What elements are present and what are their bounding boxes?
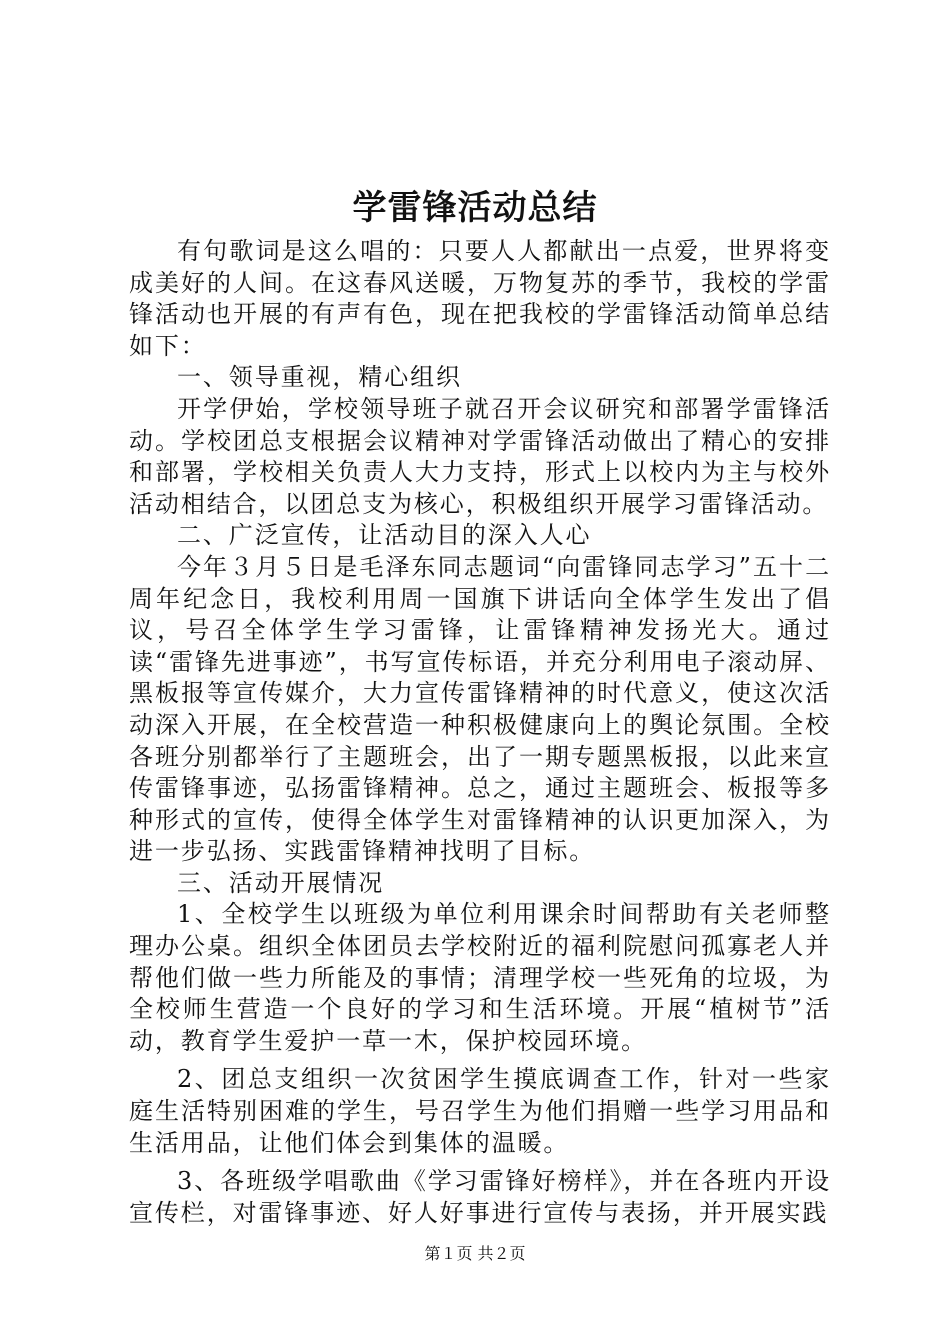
heading-section-3: 三、活动开展情况 (177, 868, 385, 897)
heading-section-2: 二、广泛宣传，让活动目的深入人心 (177, 521, 592, 550)
paragraph-section-1: 开学伊始，学校领导班子就召开会议研究和部署学雷锋活动。学校团总支根据会议精神对学雷锋活动做出了精心的安排和部署，学校相关负责人大力支持，形式上以校内为主与校外活动相结合，以团总支为核心，积极组织开展学习雷锋活动。 (129, 394, 831, 518)
paragraph-item-3: 3、各班级学唱歌曲《学习雷锋好榜样》，并在各班内开设宣传栏，对雷锋事迹、好人好事进行宣传与表扬，并开展实践 (129, 1167, 831, 1227)
paragraph-section-2: 今年３月５日是毛泽东同志题词“向雷锋同志学习”五十二周年纪念日，我校利用周一国旗下讲话向全体学生发出了倡议，号召全体学生学习雷锋，让雷锋精神发扬光大。通过读“雷锋先进事迹”，书写宣传标语，并充分利用电子滚动屏、黑板报等宣传媒介，大力宣传雷锋精神的时代意义，使这次活动深入开展，在全校营造一种积极健康向上的舆论氛围。全校各班分别都举行了主题班会，出了一期专题黑板报，以此来宣传雷锋事迹，弘扬雷锋精神。总之，通过主题班会、板报等多种形式的宣传，使得全体学生对雷锋精神的认识更加深入，为进一步弘扬、实践雷锋精神找明了目标。 (129, 552, 831, 866)
paragraph-item-1: 1、全校学生以班级为单位利用课余时间帮助有关老师整理办公桌。组织全体团员去学校附近的福利院慰问孤寡老人并帮他们做一些力所能及的事情；清理学校一些死角的垃圾，为全校师生营造一个良好的学习和生活环境。开展“植树节”活动，教育学生爱护一草一木，保护校园环境。 (129, 900, 831, 1055)
document-body (129, 236, 831, 1229)
document-title: 学雷锋活动总结 (352, 188, 598, 228)
heading-section-1: 一、领导重视，精心组织 (177, 363, 462, 392)
paragraph-item-2: 2、团总支组织一次贫困学生摸底调查工作，针对一些家庭生活特别困难的学生，号召学生为他们捐赠一些学习用品和生活用品，让他们体会到集体的温暖。 (129, 1065, 831, 1157)
page-number-footer: 第１页 共２页 (424, 1244, 526, 1263)
paragraph-intro: 有句歌词是这么唱的：只要人人都献出一点爱，世界将变成美好的人间。在这春风送暖，万物复苏的季节，我校的学雷锋活动也开展的有声有色，现在把我校的学雷锋活动简单总结如下： (129, 237, 831, 360)
